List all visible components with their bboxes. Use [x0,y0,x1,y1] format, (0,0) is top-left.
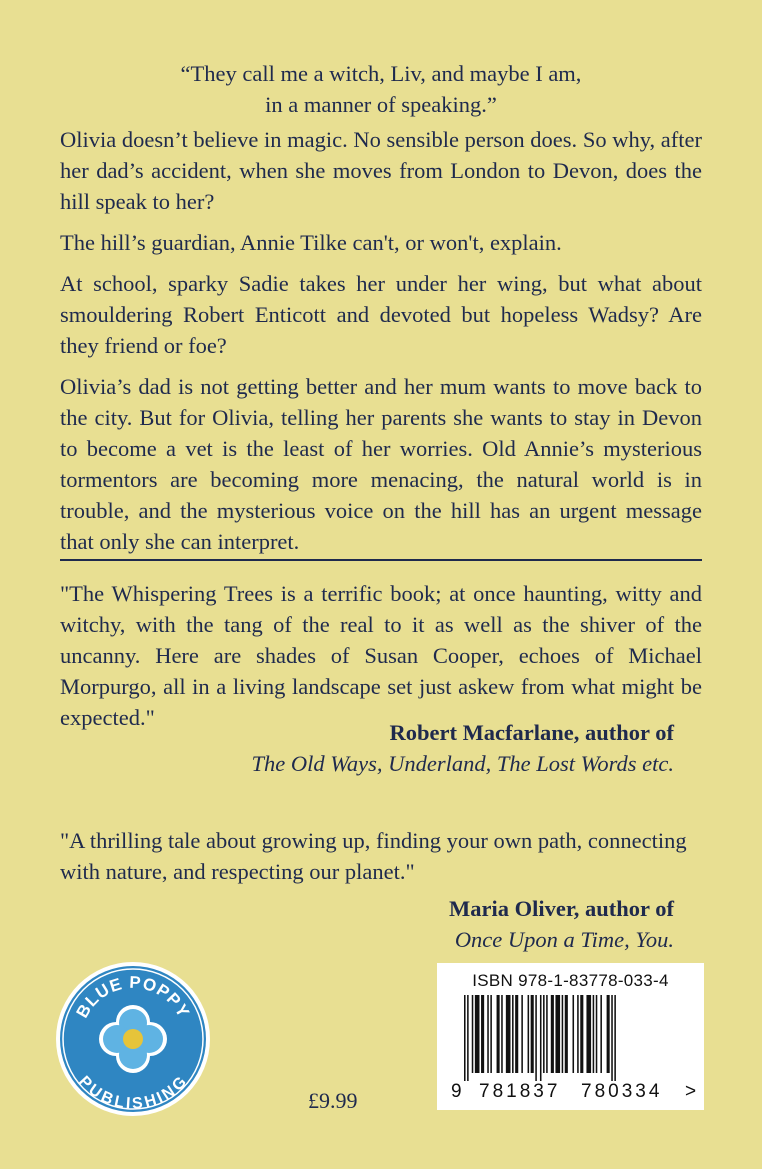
barcode-bar [464,995,466,1081]
opening-quote-line-1: “They call me a witch, Liv, and maybe I am, [180,61,582,86]
barcode-bar [528,995,530,1073]
opening-quote [60,58,702,120]
opening-quote-line-2: in a manner of speaking.” [265,92,497,117]
review-2-author: Maria Oliver, author of [449,896,674,921]
logo-text-bottom-path: PUBLISHING [75,1073,191,1113]
barcode-bar [565,995,568,1073]
barcode-bar [555,995,560,1073]
barcode-bar [472,995,474,1073]
review-1-text: "The Whispering Trees is a terrific book; at once haunting, witty and witchy, with the tang of the real to it as well as the shiver of the uncanny. Here are shades of Susan Cooper, echoes of Michael Morpurgo, all in a living landscape set just askew from what might be expected." [60,581,702,730]
price: £9.99 [308,1088,358,1113]
barcode [464,995,678,1081]
barcode-bar [543,995,545,1073]
barcode-digit-first: 9 [451,1081,462,1102]
blurb-paragraph: At school, sparky Sadie takes her under her wing, but what about smouldering Robert Enticott and devoted but hopeless Wadsy? Are they friend or foe? [60,271,702,358]
review-2-attribution [449,893,674,955]
barcode-bar [512,995,514,1073]
blurb [60,124,702,567]
review-quote-2 [60,825,702,887]
barcode-bar [521,995,523,1073]
barcode-digits-right: 780334 [581,1081,663,1102]
barcode-bar [607,995,610,1073]
blurb-paragraph: Olivia’s dad is not getting better and her mum wants to move back to the city. But for Olivia, telling her parents she wants to stay in Devon to become a vet is the least of her worries. Old Annie’s mysterious tormentors are becoming more menacing, the natural world is in trouble, and the mysterious voice on the hill has an urgent message that only she can interpret. [60,374,702,554]
barcode-bar [490,995,492,1073]
review-quote-1 [60,578,702,733]
barcode-bar [573,995,575,1073]
barcode-bar [481,995,484,1073]
barcode-bar [535,995,537,1081]
barcode-bar [487,995,489,1073]
divider [60,559,702,561]
review-1-author: Robert Macfarlane, author of [389,720,674,745]
review-1-attribution [251,717,674,779]
barcode-bar [506,995,511,1073]
barcode-bar [531,995,534,1073]
barcode-bar [546,995,548,1073]
review-2-text: "A thrilling tale about growing up, finding your own path, connecting with nature, and respecting our planet." [60,828,687,884]
barcode-bar [580,995,583,1073]
barcode-bar [562,995,564,1073]
blurb-paragraph: The hill’s guardian, Annie Tilke can't, or won't, explain. [60,230,562,255]
barcode-panel [437,963,704,1110]
barcode-bar [614,995,616,1081]
logo-text-top-path: BLUE POPPY [72,972,194,1022]
publisher-logo [54,960,212,1118]
review-1-works: The Old Ways, Underland, The Lost Words etc. [251,751,674,776]
barcode-end-mark: > [685,1081,697,1102]
barcode-bar [586,995,591,1073]
barcode-bar [475,995,480,1073]
barcode-bar [611,995,613,1081]
barcode-bar [501,995,503,1073]
blurb-paragraph: Olivia doesn’t believe in magic. No sensible person does. So why, after her dad’s accident, when she moves from London to Devon, does the hill speak to her? [60,127,702,214]
barcode-bar [540,995,542,1081]
barcode-bar [596,995,598,1073]
barcode-digits-left: 781837 [479,1081,561,1102]
barcode-digits [437,1075,704,1105]
barcode-bar [467,995,469,1081]
barcode-bar [497,995,500,1073]
isbn-label: ISBN 978-1-83778-033-4 [472,971,669,990]
barcode-bar [551,995,554,1073]
barcode-bar [600,995,602,1073]
barcode-bar [593,995,595,1073]
barcode-bar [515,995,518,1073]
review-2-works: Once Upon a Time, You. [454,927,674,952]
barcode-bar [577,995,579,1073]
